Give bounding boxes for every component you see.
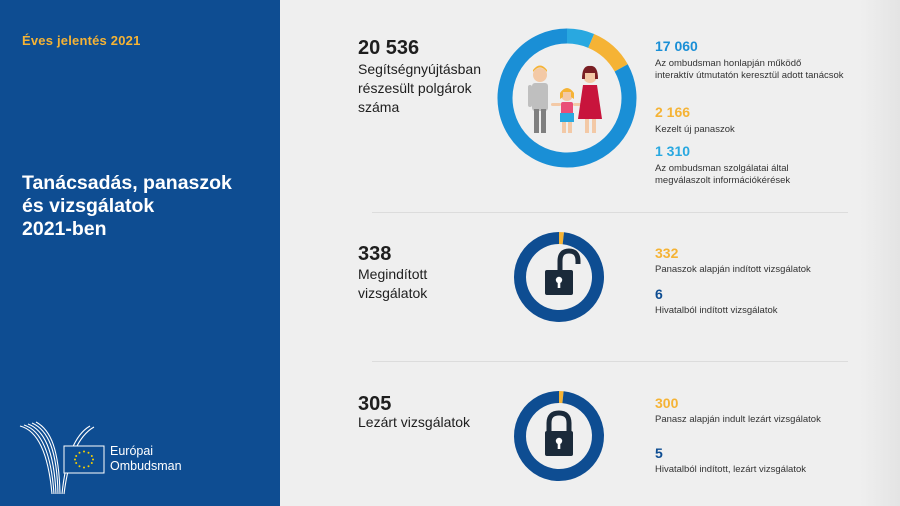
closed-label xyxy=(358,413,470,432)
logo-text-line: Európai xyxy=(110,444,154,458)
advice-label-line: részesült polgárok xyxy=(358,80,472,96)
advice-donut-segment-1 xyxy=(591,41,621,68)
closed-stat-desc-line: Panasz alapján indult lezárt vizsgálatok xyxy=(655,414,821,425)
advice-total: 20 536 xyxy=(358,37,420,59)
closed-stat-desc xyxy=(655,414,885,426)
opened-stat-desc-line: Hivatalból indított vizsgálatok xyxy=(655,305,778,316)
panel-title xyxy=(22,172,272,241)
logo-text-line: Ombudsman xyxy=(110,459,182,473)
advice-stat-desc xyxy=(655,124,885,136)
report-label: Éves jelentés 2021 xyxy=(22,33,141,48)
advice-donut-segment-0 xyxy=(567,36,591,41)
advice-stat-desc xyxy=(655,58,885,82)
closed-total: 305 xyxy=(358,393,392,415)
advice-stat-desc xyxy=(655,163,885,187)
logo-text xyxy=(110,444,182,474)
advice-label xyxy=(358,60,481,117)
opened-label-line: vizsgálatok xyxy=(358,285,428,301)
opened-stat-desc xyxy=(655,264,885,276)
panel-title-line: 2021-ben xyxy=(22,218,107,240)
closed-padlock-icon xyxy=(545,413,573,456)
family-icon xyxy=(528,66,602,134)
advice-stat-value: 2 166 xyxy=(655,104,691,120)
opened-donut-chart xyxy=(512,230,606,324)
advice-label-line: száma xyxy=(358,99,400,115)
advice-stat-value: 17 060 xyxy=(655,38,698,54)
opened-label xyxy=(358,265,427,303)
left-panel xyxy=(0,0,280,506)
advice-stat-desc-line: Az ombudsman honlapján működő xyxy=(655,58,802,69)
opened-stat-desc xyxy=(655,305,885,317)
closed-stat-desc xyxy=(655,464,885,476)
advice-stat-desc-line: interaktív útmutatón keresztül adott tanácsok xyxy=(655,70,844,81)
closed-stat-desc-line: Hivatalból indított, lezárt vizsgálatok xyxy=(655,464,807,475)
opened-stat-desc-line: Panaszok alapján indított vizsgálatok xyxy=(655,264,811,275)
advice-stat-desc-line: Az ombudsman szolgálatai által xyxy=(655,163,789,174)
opened-total: 338 xyxy=(358,243,392,265)
advice-stat-value: 1 310 xyxy=(655,143,691,159)
opened-label-line: Megindított xyxy=(358,266,428,282)
closed-donut-chart xyxy=(512,389,606,483)
eu-flag-icon xyxy=(64,446,104,473)
advice-stat-desc-line: Kezelt új panaszok xyxy=(655,124,735,135)
open-padlock-icon xyxy=(545,251,578,295)
closed-label-line: Lezárt vizsgálatok xyxy=(358,414,471,430)
advice-donut-chart xyxy=(494,25,640,171)
section-divider xyxy=(372,212,848,213)
closed-stat-value: 300 xyxy=(655,395,679,411)
panel-title-line: Tanácsadás, panaszok xyxy=(22,172,232,194)
closed-stat-value: 5 xyxy=(655,445,663,461)
section-divider xyxy=(372,361,848,362)
panel-title-line: és vizsgálatok xyxy=(22,195,155,217)
advice-stat-desc-line: megválaszolt információkérések xyxy=(655,175,791,186)
advice-label-line: Segítségnyújtásban xyxy=(358,61,481,77)
opened-stat-value: 332 xyxy=(655,245,679,261)
opened-stat-value: 6 xyxy=(655,286,663,302)
